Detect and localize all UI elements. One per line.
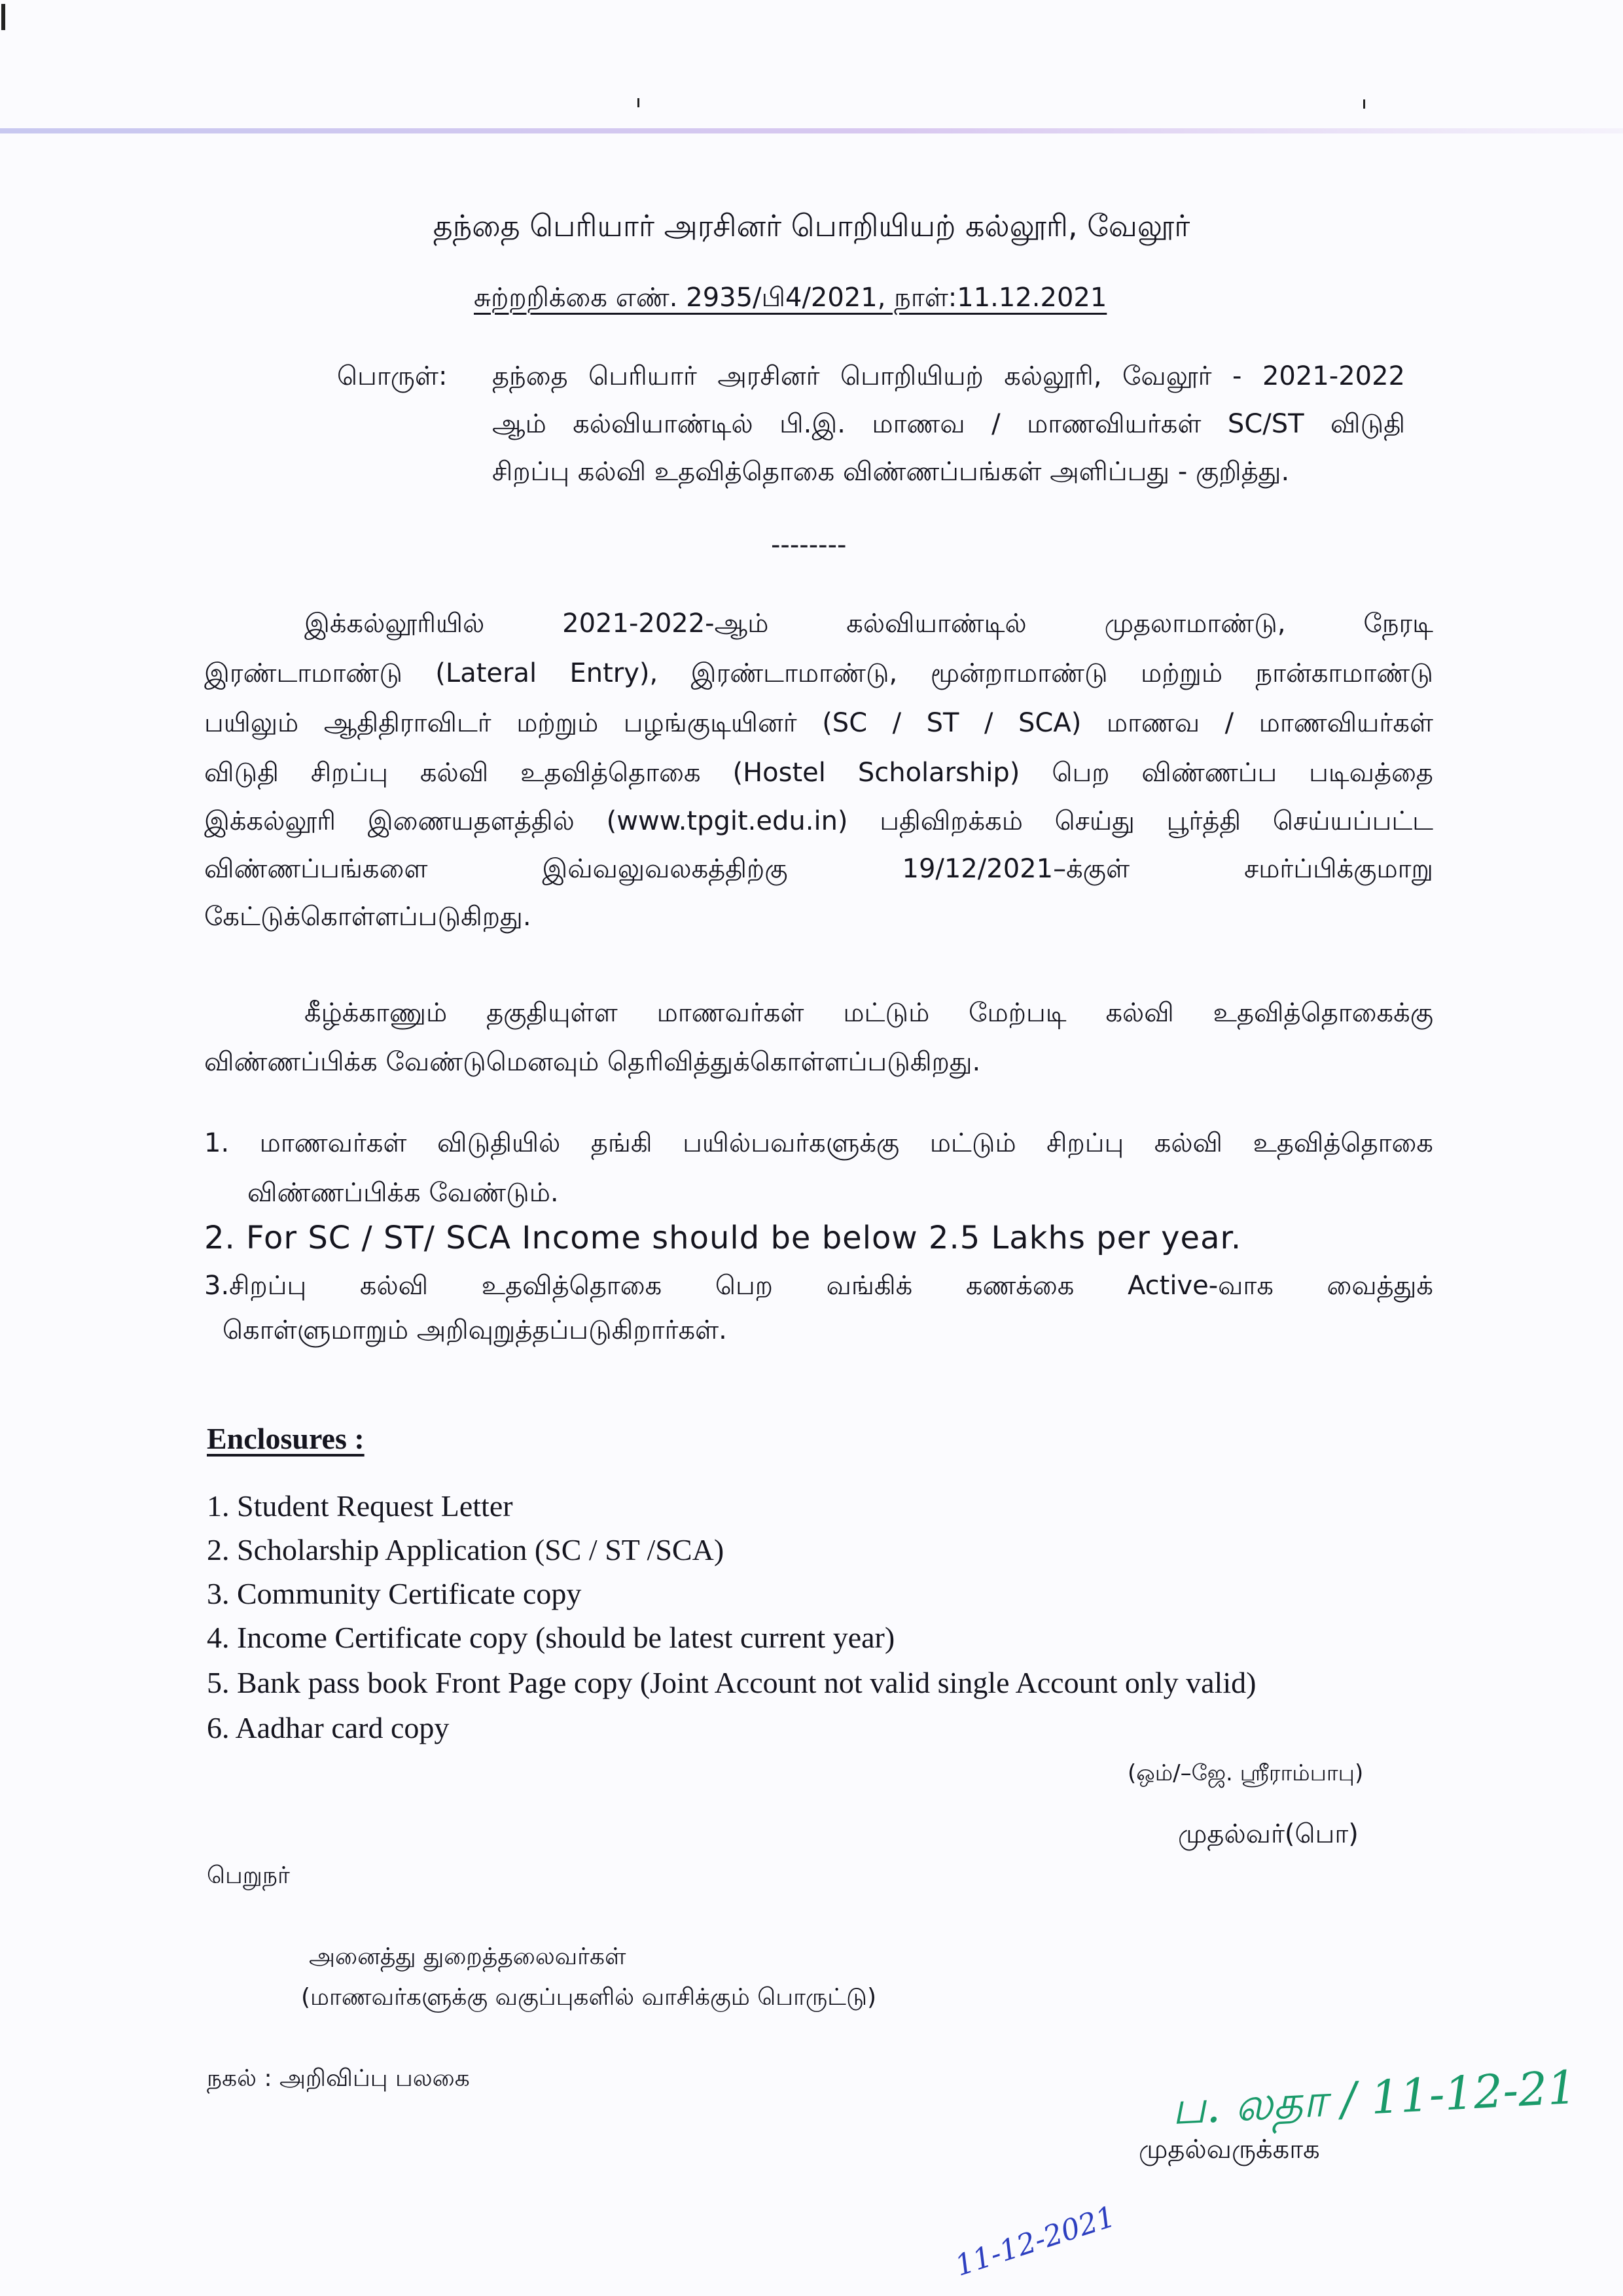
copy-to: நகல் : அறிவிப்பு பலகை (207, 2065, 470, 2092)
on-behalf-of: முதல்வருக்காக (1139, 2134, 1320, 2164)
scan-dot (1363, 99, 1365, 109)
condition-3-cont: கொள்ளுமாறும் அறிவுறுத்தப்படுகிறார்கள். (223, 1315, 727, 1345)
college-title: தந்தை பெரியார் அரசினர் பொறியியற் கல்லூரி, வேலூர் (433, 208, 1190, 243)
circular-number: சுற்றறிக்கை எண். 2935/பி4/2021, நாள்:11.12.2021 (474, 283, 1107, 313)
condition-2: 2. For SC / ST/ SCA Income should be below 2.5 Lakhs per year. (204, 1220, 1242, 1256)
paragraph1-line: பயிலும் ஆதிதிராவிடர் மற்றும் பழங்குடியினர் (SC / ST / SCA) மாணவ / மாணவியர்கள் (204, 708, 1433, 738)
enclosure-item: 1. Student Request Letter (207, 1489, 513, 1523)
paragraph2-line: விண்ணப்பிக்க வேண்டுமெனவும் தெரிவித்துக்கொள்ளப்படுகிறது. (204, 1047, 981, 1077)
recipient-line: அனைத்து துறைத்தலைவர்கள் (309, 1943, 626, 1970)
paragraph1-line: இரண்டாமாண்டு (Lateral Entry), இரண்டாமாண்டு, மூன்றாமாண்டு மற்றும் நான்காமாண்டு (204, 658, 1433, 688)
paragraph1-line: இக்கல்லூரி இணையதளத்தில் (www.tpgit.edu.in) பதிவிறக்கம் செய்து பூர்த்தி செய்யப்பட்ட (204, 806, 1434, 836)
enclosure-item: 3. Community Certificate copy (207, 1577, 582, 1610)
recipient-line: (மாணவர்களுக்கு வகுப்புகளில் வாசிக்கும் பொருட்டு) (301, 1984, 877, 2011)
scan-mark (1, 4, 5, 30)
subject-label: பொருள்: (337, 361, 448, 391)
enclosures-heading: Enclosures : (207, 1422, 365, 1455)
handwritten-signature-blue: 11-12-2021 (951, 2200, 1120, 2283)
signed-name: (ஒம்/–ஜே. ஸ்ரீராம்பாபு) (1128, 1760, 1364, 1786)
paragraph1-line: கேட்டுக்கொள்ளப்படுகிறது. (204, 902, 531, 932)
recipient-label: பெறுநர் (207, 1862, 290, 1889)
paragraph1-line: இக்கல்லூரியில் 2021-2022-ஆம் கல்வியாண்டில் முதலாமாண்டு, நேரடி (304, 609, 1433, 639)
condition-1: 1. மாணவர்கள் விடுதியில் தங்கி பயில்பவர்களுக்கு மட்டும் சிறப்பு கல்வி உதவித்தொகை (204, 1128, 1433, 1158)
subject-line: சிறப்பு கல்வி உதவித்தொகை விண்ணப்பங்கள் அளிப்பது - குறித்து. (492, 457, 1290, 487)
signatory-designation: முதல்வர்(பொ) (1178, 1819, 1359, 1849)
enclosure-item: 2. Scholarship Application (SC / ST /SCA) (207, 1533, 724, 1566)
subject-line: ஆம் கல்வியாண்டில் பி.இ. மாணவ / மாணவியர்கள் SC/ST விடுதி (492, 409, 1405, 439)
handwritten-signature-green: ப. லதா / 11-12-21 (1170, 2060, 1578, 2136)
enclosure-item: 6. Aadhar card copy (207, 1711, 450, 1744)
paragraph2-line: கீழ்க்காணும் தகுதியுள்ள மாணவர்கள் மட்டும் மேற்படி கல்வி உதவித்தொகைக்கு (304, 998, 1433, 1028)
paragraph1-line: விடுதி சிறப்பு கல்வி உதவித்தொகை (Hostel Scholarship) பெற விண்ணப்ப படிவத்தை (204, 758, 1433, 788)
enclosure-item: 5. Bank pass book Front Page copy (Joint Account not valid single Account only valid) (207, 1666, 1257, 1699)
scan-line (0, 128, 1623, 133)
condition-3: 3.சிறப்பு கல்வி உதவித்தொகை பெற வங்கிக் கணக்கை Active-வாக வைத்துக் (204, 1271, 1433, 1301)
enclosure-item: 4. Income Certificate copy (should be latest current year) (207, 1621, 895, 1654)
subject-line: தந்தை பெரியார் அரசினர் பொறியியற் கல்லூரி, வேலூர் - 2021-2022 (492, 361, 1405, 391)
condition-1-cont: விண்ணப்பிக்க வேண்டும். (247, 1178, 559, 1208)
separator: -------- (771, 530, 847, 560)
scan-dot (637, 98, 639, 107)
paragraph1-line: விண்ணப்பங்களை இவ்வலுவலகத்திற்கு 19/12/2021–க்குள் சமர்ப்பிக்குமாறு (204, 854, 1433, 884)
